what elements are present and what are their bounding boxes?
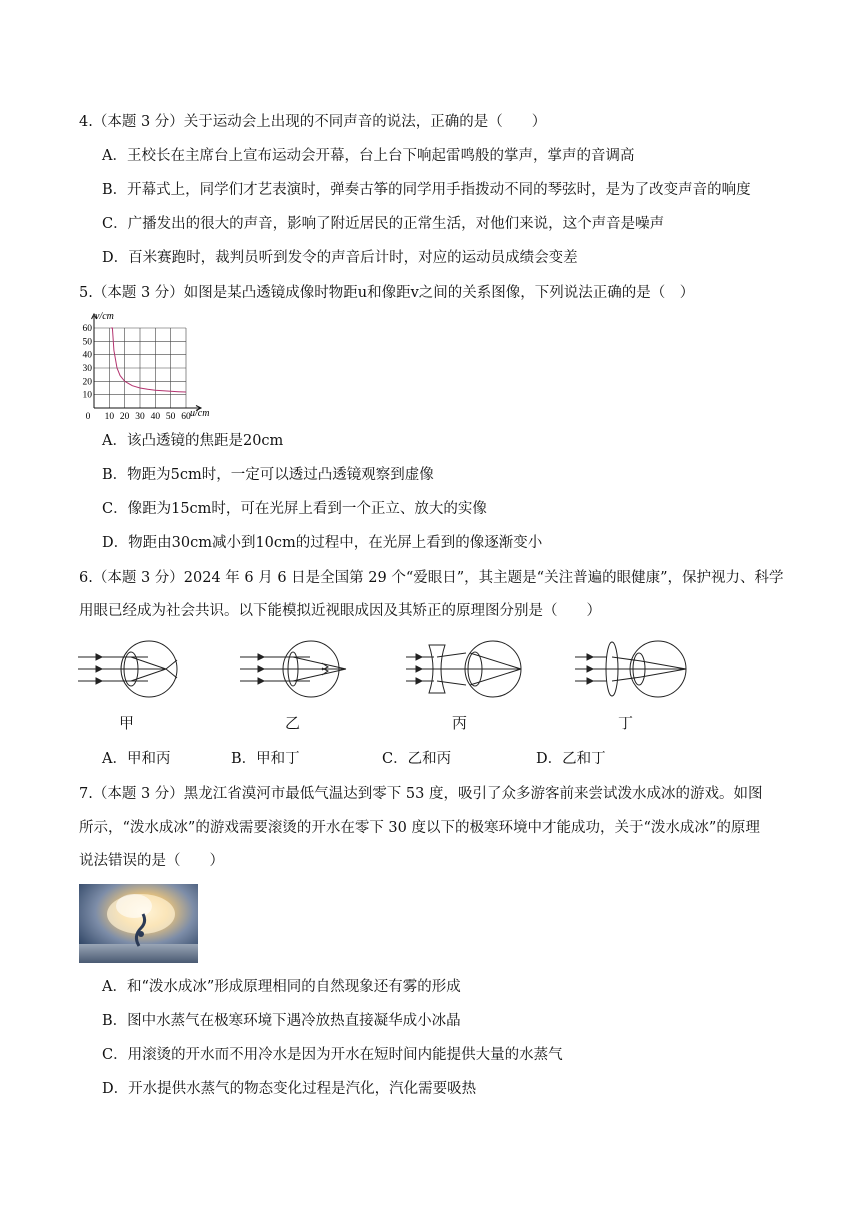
question-7-stem-line2: 所示，“泼水成冰”的游戏需要滚烫的开水在零下 30 度以下的极寒环境中才能成功，关于“泼水成冰”的原理: [79, 820, 760, 836]
question-4-stem: 4.（本题 3 分）关于运动会上出现的不同声音的说法，正确的是（ ）: [79, 114, 547, 130]
x-tick-label: 40: [150, 412, 161, 422]
question-4-option-b: B．开幕式上，同学们才艺表演时，弹奏古筝的同学用手指拨动不同的琴弦时，是为了改变声音的响度: [102, 182, 751, 198]
y-tick-label: 10: [82, 390, 92, 401]
question-7-stem-line1: 7.（本题 3 分）黑龙江省漠河市最低气温达到零下 53 度，吸引了众多游客前来尝试泼水成冰的游戏。如图: [79, 786, 763, 802]
y-tick-label: 30: [82, 364, 92, 374]
question-7-option-b: B．图中水蒸气在极寒环境下遇冷放热直接凝华成小冰晶: [102, 1013, 461, 1029]
x-tick-label: 10: [104, 412, 115, 422]
chart-axes: [92, 314, 202, 411]
question-5-option-c: C．像距为15cm时，可在光屏上看到一个正立、放大的实像: [102, 501, 487, 517]
question-4-option-a: A．王校长在主席台上宣布运动会开幕，台上台下响起雷鸣般的掌声，掌声的音调高: [102, 148, 635, 164]
y-tick-label: 20: [82, 377, 92, 388]
chart-tick-labels: [83, 324, 192, 422]
question-5-option-b: B．物距为5cm时，一定可以透过凸透镜观察到虚像: [102, 467, 434, 483]
y-tick-label: 60: [82, 324, 92, 334]
question-7-stem-line3: 说法错误的是（ ）: [79, 853, 224, 869]
question-7-option-a: A．和“泼水成冰”形成原理相同的自然现象还有雾的形成: [102, 979, 461, 995]
question-6-stem-line1: 6.（本题 3 分）2024 年 6 月 6 日是全国第 29 个“爱眼日”，其主题是“关注普遍的眼健康”，保护视力、科学: [79, 570, 784, 586]
question-7-option-d: D．开水提供水蒸气的物态变化过程是汽化，汽化需要吸热: [102, 1081, 477, 1097]
y-tick-label: 40: [82, 350, 92, 361]
x-tick-label: 50: [165, 412, 176, 422]
y-tick-label: 50: [82, 337, 92, 348]
question-7-option-c: C．用滚烫的开水而不用冷水是因为开水在短时间内能提供大量的水蒸气: [102, 1047, 563, 1063]
question-6-stem-line2: 用眼已经成为社会共识。以下能模拟近视眼成因及其矫正的原理图分别是（ ）: [79, 603, 601, 619]
question-4-option-c: C．广播发出的很大的声音，影响了附近居民的正常生活，对他们来说，这个声音是噪声: [102, 216, 665, 232]
eye-diagrams: [76, 639, 796, 699]
ice-water-photo: [79, 884, 198, 963]
question-6-option-c: C．乙和丙: [382, 751, 452, 767]
eye-diagram-jia: [78, 641, 177, 697]
x-tick-label: 0: [85, 412, 91, 422]
question-5-option-d: D．物距由30cm减小到10cm的过程中，在光屏上看到的像逐渐变小: [102, 535, 543, 551]
question-5-stem: 5.（本题 3 分）如图是某凸透镜成像时物距u和像距v之间的关系图像，下列说法正确的是（ ）: [79, 285, 695, 301]
question-6-option-b: B．甲和丁: [231, 751, 300, 767]
uv-curve: [111, 328, 186, 392]
y-axis-label: v/cm: [95, 311, 114, 322]
x-tick-label: 30: [135, 412, 145, 422]
uv-chart: [74, 310, 234, 422]
caption-ding: 丁: [618, 714, 634, 732]
caption-jia: 甲: [119, 714, 135, 732]
question-6-option-a: A．甲和丙: [102, 751, 171, 767]
question-4-option-d: D．百米赛跑时，裁判员听到发令的声音后计时，对应的运动员成绩会变差: [102, 250, 578, 266]
caption-yi: 乙: [285, 714, 301, 732]
question-5-option-a: A．该凸透镜的焦距是20cm: [102, 433, 284, 449]
x-axis-label: u/cm: [190, 408, 210, 419]
x-tick-label: 20: [119, 412, 130, 422]
chart-grid: [94, 328, 186, 408]
caption-bing: 丙: [452, 714, 468, 732]
eye-diagram-ding: [575, 641, 686, 697]
eye-diagram-bing: [406, 641, 521, 697]
x-tick-label: 60: [181, 412, 191, 422]
question-6-option-d: D．乙和丁: [536, 751, 606, 767]
eye-diagram-yi: [240, 641, 346, 697]
